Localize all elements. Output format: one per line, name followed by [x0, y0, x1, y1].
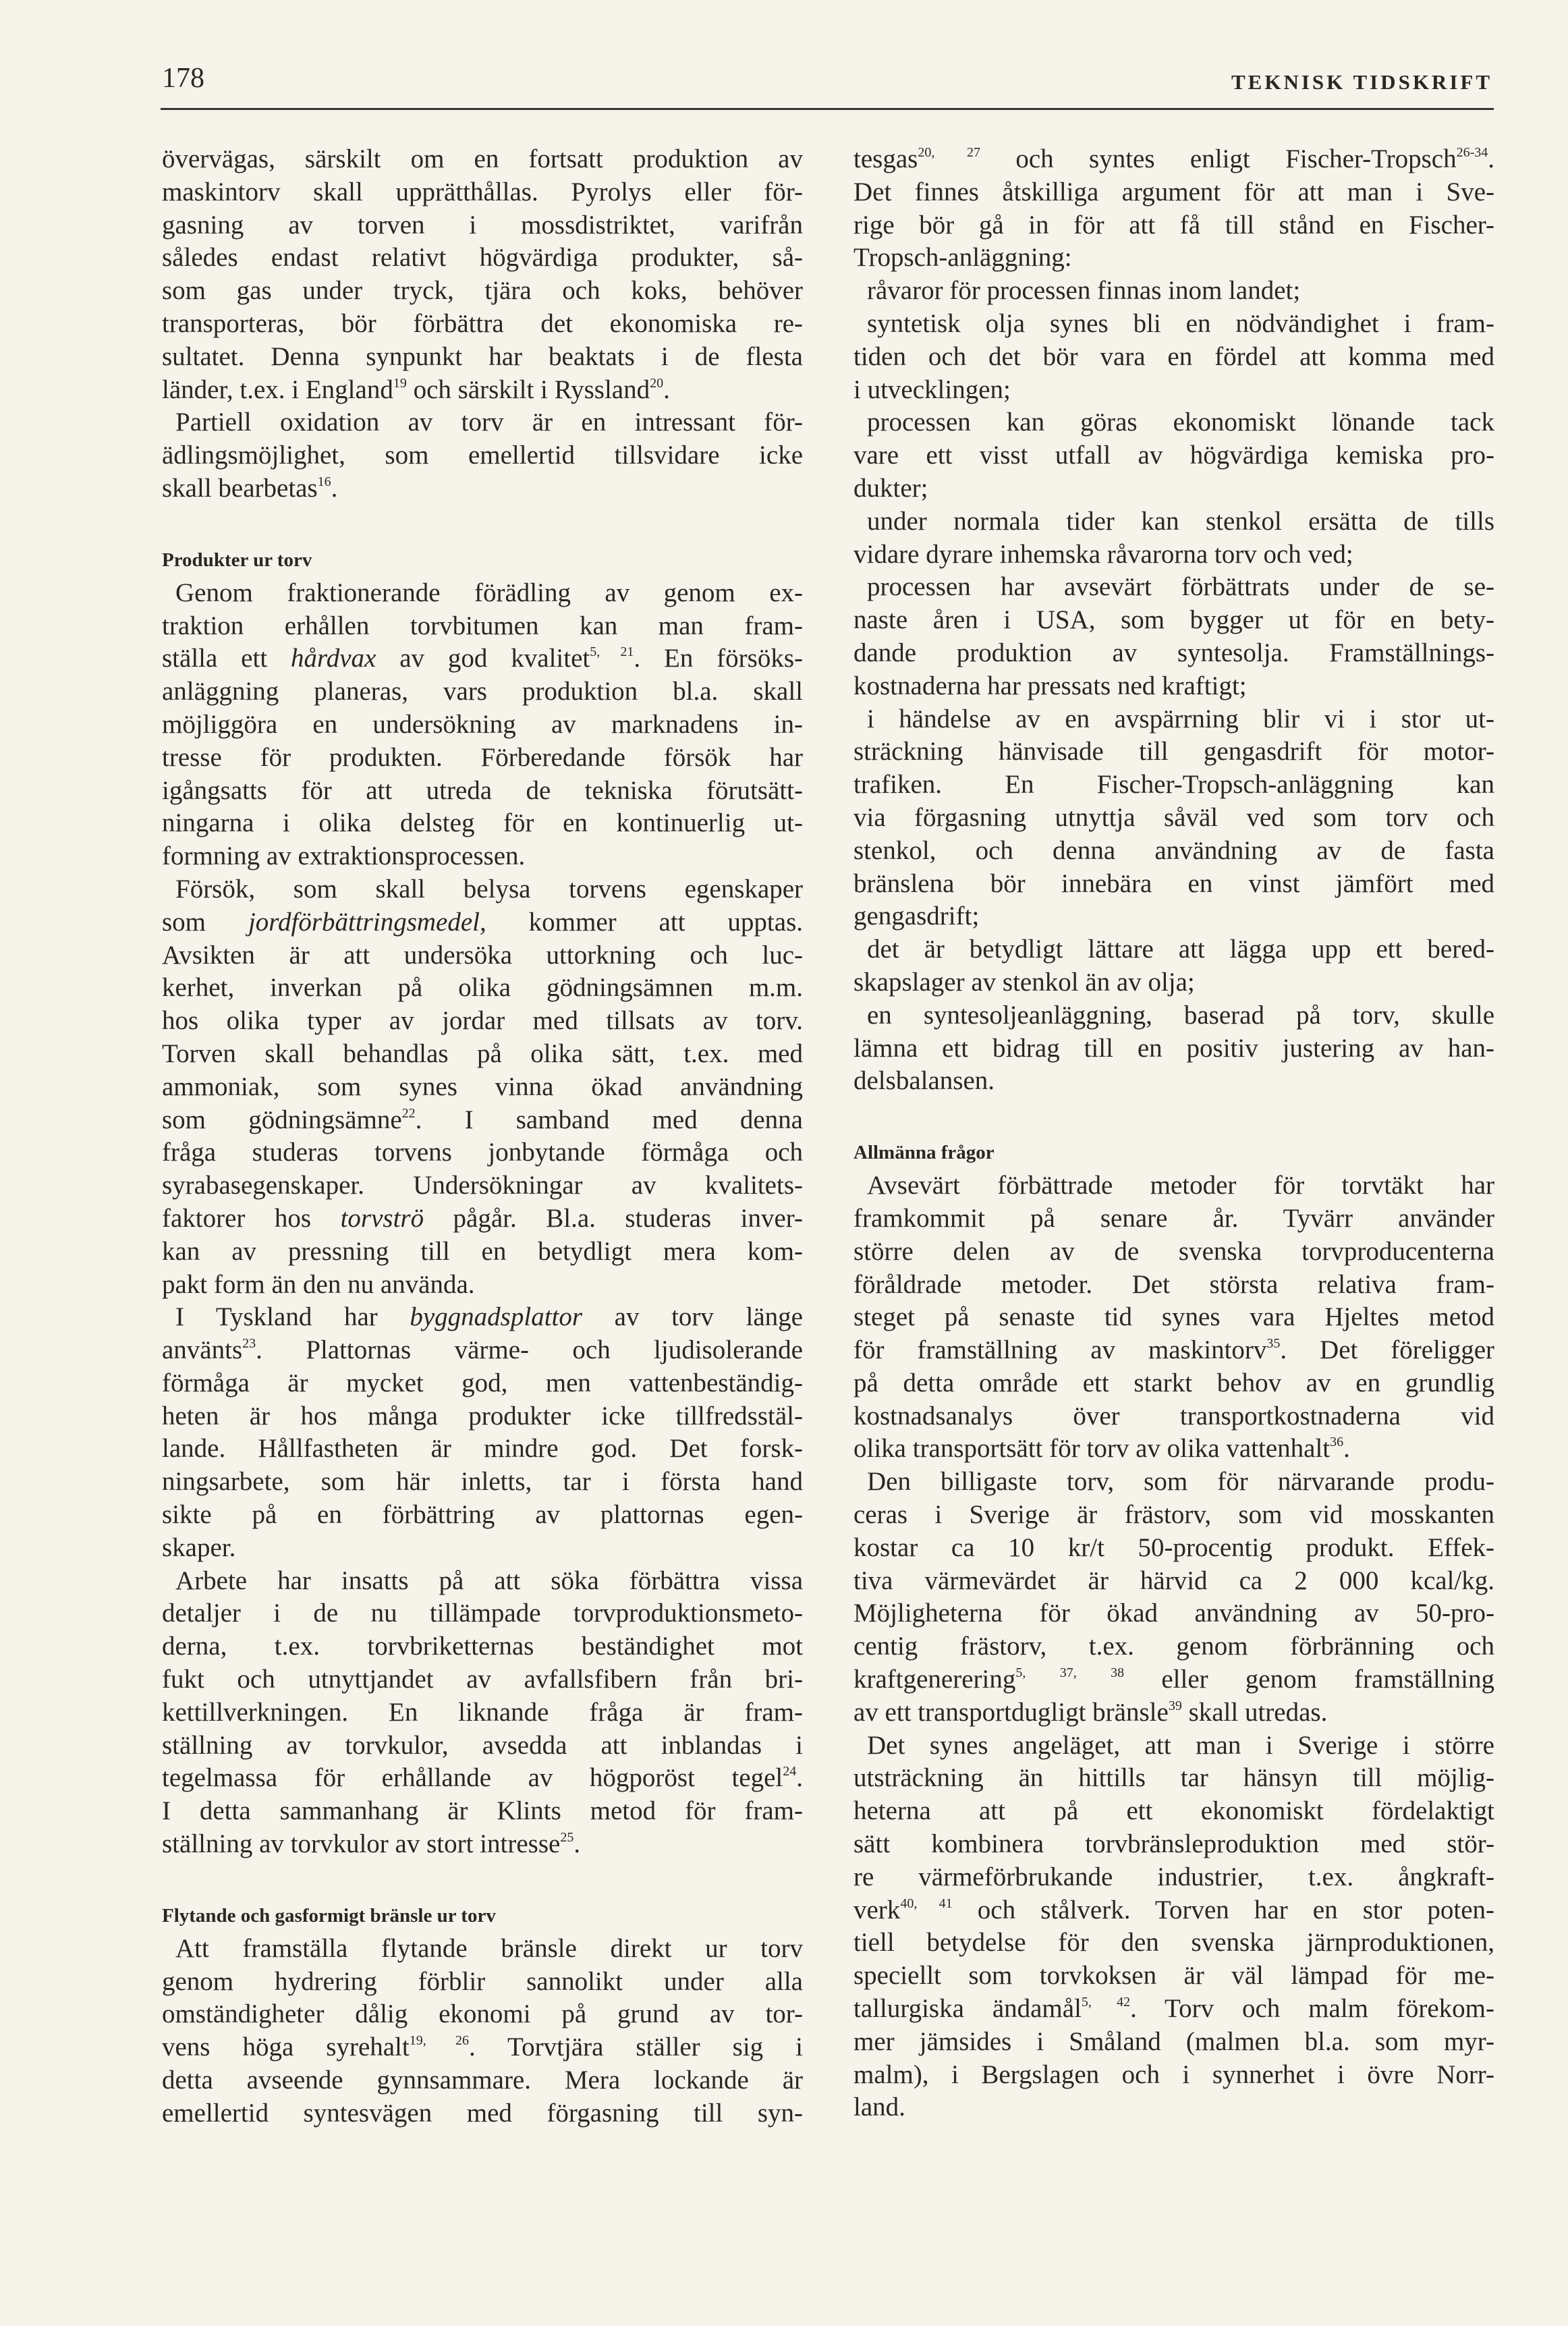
- text-segment: av ett transportdugligt bränsle: [853, 1697, 1169, 1727]
- text-line: [853, 143, 1494, 176]
- text-segment: .: [1343, 1434, 1350, 1464]
- text-segment: .: [573, 1829, 581, 1859]
- text-line: gasning av torven i mossdistriktet, varifrån: [162, 210, 803, 240]
- text-line: framkommit på senare år. Tyvärr använder: [853, 1203, 1494, 1233]
- text-segment: tegelmassa för erhållande av högporöst tegel: [162, 1763, 783, 1793]
- text-line: [162, 1762, 803, 1795]
- text-line: [853, 1663, 1494, 1696]
- text-line: ädlingsmöjlighet, som emellertid tillsvidare icke: [162, 441, 803, 470]
- text-segment: som gödningsämne: [162, 1105, 402, 1134]
- text-line: en syntesoljeanläggning, baserad på torv, skulle: [867, 1000, 1494, 1030]
- text-line: syntetisk olja synes bli en nödvändighet i fram-: [867, 308, 1494, 338]
- text-line: [853, 1894, 1494, 1927]
- text-line: ningarna i olika delsteg för en kontinuerlig ut-: [162, 808, 803, 838]
- text-line: förmåga är mycket god, men vattenbeständig-: [162, 1368, 803, 1397]
- text-line: Att framställa flytande bränsle direkt ur torv: [175, 1933, 803, 1963]
- text-line: skapslager av stenkol än av olja;: [853, 967, 1195, 997]
- reference-superscript: 5, 21: [590, 644, 634, 660]
- text-line: sultatet. Denna synpunkt har beaktats i de flesta: [162, 341, 803, 371]
- reference-superscript: 16: [317, 474, 331, 489]
- text-line: [162, 1202, 803, 1236]
- text-line: ammoniak, som synes vinna ökad användning: [162, 1072, 803, 1101]
- text-line: lande. Hållfastheten är mindre god. Det forsk-: [162, 1434, 803, 1464]
- text-line: gengasdrift;: [853, 902, 980, 931]
- text-line: speciellt som torvkoksen är väl lämpad för me-: [853, 1961, 1494, 1991]
- section-heading: Flytande och gasformigt bränsle ur torv: [162, 1904, 496, 1927]
- reference-superscript: 20, 27: [918, 145, 980, 160]
- text-segment: pågår. Bl.a. studeras inver-: [424, 1203, 803, 1233]
- text-line: [853, 1334, 1494, 1367]
- text-line: pakt form än den nu använda.: [162, 1269, 475, 1299]
- paragraph: [853, 505, 1494, 572]
- text-segment: .: [796, 1763, 803, 1793]
- reference-superscript: 19, 26: [409, 2033, 469, 2049]
- text-line: [853, 1993, 1494, 2026]
- paragraph: [853, 1169, 1494, 1466]
- text-segment: eller genom framställning: [1124, 1665, 1495, 1694]
- page-number: 178: [162, 63, 204, 94]
- text-line: re värmeförbrukande industrier, t.ex. ångkraft-: [853, 1862, 1494, 1891]
- paragraph: [853, 571, 1494, 702]
- text-line: större delen av de svenska torvproducenterna: [853, 1236, 1494, 1266]
- text-line: anläggning planeras, vars produktion bl.a. skall: [162, 677, 803, 707]
- text-line: [162, 906, 803, 939]
- text-line: derna, t.ex. torvbriketternas beständighet mot: [162, 1632, 803, 1661]
- reference-superscript: 25: [560, 1830, 574, 1846]
- text-line: skaper.: [162, 1532, 236, 1562]
- paragraph: [162, 1933, 803, 2130]
- text-line: naste åren i USA, som bygger ut för en bety-: [853, 605, 1494, 635]
- paragraph: [162, 1565, 803, 1861]
- text-line: [162, 2031, 803, 2064]
- paragraph: [853, 275, 1494, 308]
- text-line: processen har avsevärt förbättrats under de se-: [867, 572, 1494, 602]
- text-line: malm), i Bergslagen och i synnerhet i övre Norr-: [853, 2059, 1494, 2089]
- text-line: detta avseende gynnsammare. Mera lockande är: [162, 2066, 803, 2095]
- paragraph: [162, 143, 803, 406]
- text-line: Möjligheterna för ökad användning av 50-pro-: [853, 1599, 1494, 1628]
- text-line: det är betydligt lättare att lägga upp ett bered-: [867, 935, 1494, 964]
- text-line: heten är hos många produkter icke tillfredsstäl-: [162, 1401, 803, 1431]
- text-line: under normala tider kan stenkol ersätta de tills: [867, 506, 1494, 536]
- text-segment: .: [1488, 144, 1494, 173]
- text-line: omständigheter dålig ekonomi på grund av tor-: [162, 1999, 803, 2029]
- text-segment: av torv länge: [582, 1302, 803, 1332]
- italic-term: hårdvax: [291, 644, 376, 673]
- text-line: fråga studeras torvens jonbytande förmåga och: [162, 1138, 803, 1167]
- text-line: detaljer i de nu tillämpade torvproduktionsmeto-: [162, 1599, 803, 1628]
- text-line: som gas under tryck, tjära och koks, behöver: [162, 276, 803, 306]
- text-line: [162, 374, 803, 407]
- text-line: i händelse av en avspärrning blir vi i stor ut-: [867, 704, 1494, 733]
- text-line: syrabasegenskaper. Undersökningar av kvalitets-: [162, 1171, 803, 1200]
- text-segment: . I samband med denna: [415, 1105, 803, 1134]
- text-segment: .: [663, 375, 670, 404]
- text-line: via förgasning utnyttja såväl ved som torv och: [853, 802, 1494, 832]
- text-line: Arbete har insatts på att söka förbättra vissa: [175, 1566, 803, 1595]
- text-segment: länder, t.ex. i England: [162, 375, 393, 404]
- text-segment: I Tyskland har: [175, 1302, 410, 1332]
- text-line: transporteras, bör förbättra det ekonomiska re-: [162, 308, 803, 338]
- text-segment: . Plattornas värme- och ljudisolerande: [256, 1335, 803, 1365]
- text-line: maskintorv skall upprätthållas. Pyrolys eller för-: [162, 177, 803, 206]
- paragraph: [162, 873, 803, 1301]
- text-line: på detta område ett starkt behov av en grundlig: [853, 1368, 1494, 1397]
- text-line: [853, 1433, 1494, 1466]
- text-line: Det synes angeläget, att man i Sverige i större: [867, 1730, 1494, 1760]
- text-line: utsträckning än hittills tar hänsyn till möjlig-: [853, 1763, 1494, 1793]
- text-line: I detta sammanhang är Klints metod för fram-: [162, 1796, 803, 1826]
- text-line: Tropsch-anläggning:: [853, 243, 1072, 273]
- text-line: kostar ca 10 kr/t 50-procentig produkt. Effek-: [853, 1532, 1494, 1562]
- reference-superscript: 20: [650, 375, 664, 391]
- text-line: kostnaderna har pressats ned kraftigt;: [853, 671, 1247, 700]
- text-line: Försök, som skall belysa torvens egenskaper: [175, 874, 803, 904]
- text-line: [162, 1334, 803, 1367]
- text-segment: . Torvtjära ställer sig i: [468, 2032, 803, 2062]
- text-line: bränslena bör innebära en vinst jämfört med: [853, 868, 1494, 898]
- text-line: [162, 472, 803, 505]
- text-segment: ställa ett: [162, 644, 291, 673]
- text-line: dukter;: [853, 473, 928, 503]
- text-line: centig frästorv, t.ex. genom förbränning och: [853, 1632, 1494, 1661]
- paragraph: [162, 577, 803, 873]
- paragraph: [853, 143, 1494, 275]
- paragraph: [162, 1301, 803, 1564]
- reference-superscript: 26-34: [1456, 145, 1488, 160]
- text-line: råvaror för processen finnas inom landet;: [867, 276, 1301, 306]
- paragraph: [853, 1729, 1494, 2125]
- text-line: Det finnes åtskilliga argument för att man i Sve-: [853, 177, 1494, 206]
- text-segment: skall utredas.: [1181, 1697, 1328, 1727]
- text-line: kan av pressning till en betydligt mera kom-: [162, 1236, 803, 1266]
- text-line: ceras i Sverige är frästorv, som vid mosskanten: [853, 1500, 1494, 1530]
- italic-term: byggnadsplattor: [410, 1302, 583, 1332]
- text-segment: tallurgiska ändamål: [853, 1994, 1082, 2024]
- text-line: Genom fraktionerande förädling av genom ex-: [175, 578, 803, 607]
- text-line: möjliggöra en undersökning av marknadens in-: [162, 709, 803, 739]
- text-segment: för framställning av maskintorv: [853, 1335, 1267, 1365]
- text-line: Torven skall behandlas på olika sätt, t.ex. med: [162, 1039, 803, 1068]
- text-segment: . Torv och malm förekom-: [1130, 1994, 1494, 2024]
- text-line: emellertid syntesvägen med förgasning till syn-: [162, 2098, 803, 2128]
- paragraph: [162, 406, 803, 505]
- text-segment: tesgas: [853, 144, 918, 173]
- paragraph: [853, 933, 1494, 999]
- text-line: [853, 1696, 1494, 1729]
- text-segment: och syntes enligt Fischer-Tropsch: [980, 144, 1457, 173]
- text-segment: . Det föreligger: [1280, 1335, 1494, 1365]
- italic-term: torvströ: [340, 1203, 424, 1233]
- text-line: tresse för produkten. Förberedande försök har: [162, 742, 803, 772]
- reference-superscript: 35: [1266, 1336, 1281, 1352]
- text-line: [162, 642, 803, 675]
- text-line: trafiken. En Fischer-Tropsch-anläggning kan: [853, 770, 1494, 800]
- text-line: rige bör gå in för att få till stånd en Fischer-: [853, 210, 1494, 240]
- section-heading: Produkter ur torv: [162, 549, 312, 571]
- text-line: heterna att på ett ekonomiskt fördelaktigt: [853, 1796, 1494, 1826]
- text-line: sikte på en förbättring av plattornas egen-: [162, 1500, 803, 1530]
- text-segment: olika transportsätt för torv av olika vattenhalt: [853, 1434, 1331, 1464]
- text-line: kerhet, inverkan på olika gödningsämnen m.m.: [162, 973, 803, 1003]
- text-line: genom hydrering förblir sannolikt under alla: [162, 1966, 803, 1996]
- text-line: övervägas, särskilt om en fortsatt produktion av: [162, 144, 803, 173]
- text-segment: ställning av torvkulor av stort intresse: [162, 1829, 561, 1859]
- text-line: Avsikten är att undersöka uttorkning och luc-: [162, 940, 803, 970]
- text-line: Avsevärt förbättrade metoder för torvtäkt har: [867, 1171, 1494, 1200]
- text-line: sätt kombinera torvbränsleproduktion med stör-: [853, 1829, 1494, 1859]
- text-line: kostnadsanalys över transportkostnaderna vid: [853, 1401, 1494, 1431]
- text-line: delsbalansen.: [853, 1066, 995, 1096]
- text-segment: och särskilt i Ryssland: [406, 375, 650, 404]
- text-line: [162, 1828, 803, 1861]
- text-line: vare ett visst utfall av högvärdiga kemiska pro-: [853, 441, 1494, 470]
- text-line: stenkol, och denna användning av de fasta: [853, 835, 1494, 865]
- text-line: ningsarbete, som här inletts, tar i första hand: [162, 1467, 803, 1497]
- text-line: fukt och utnyttjandet av avfallsfibern från bri-: [162, 1665, 803, 1694]
- text-line: kettillverkningen. En liknande fråga är fram-: [162, 1697, 803, 1727]
- text-line: i utvecklingen;: [853, 375, 1011, 404]
- text-segment: vens höga syrehalt: [162, 2032, 410, 2062]
- text-line: [162, 1301, 803, 1334]
- text-segment: som: [162, 907, 248, 937]
- paragraph: [853, 406, 1494, 505]
- reference-superscript: 5, 37, 38: [1015, 1665, 1125, 1681]
- text-line: vidare dyrare inhemska råvarorna torv och ved;: [853, 539, 1353, 569]
- text-line: formning av extraktionsprocessen.: [162, 841, 526, 871]
- text-line: föråldrade metoder. Det största relativa fram-: [853, 1269, 1494, 1299]
- text-line: processen kan göras ekonomiskt lönande tack: [867, 408, 1494, 437]
- text-line: sträckning hänvisade till gengasdrift för motor-: [853, 737, 1494, 767]
- text-segment: .: [331, 473, 338, 503]
- reference-superscript: 22: [401, 1105, 416, 1121]
- reference-superscript: 23: [242, 1336, 256, 1352]
- text-line: hos olika typer av jordar med tillsats av torv.: [162, 1006, 803, 1036]
- text-segment: faktorer hos: [162, 1203, 341, 1233]
- text-line: igångsatts för att utreda de tekniska förutsätt-: [162, 775, 803, 805]
- right-column: [853, 143, 1494, 2124]
- reference-superscript: 36: [1330, 1435, 1344, 1450]
- text-line: tiden och det bör vara en fördel att komma med: [853, 341, 1494, 371]
- text-segment: kommer att upptas.: [486, 907, 804, 937]
- reference-superscript: 40, 41: [900, 1895, 953, 1911]
- paragraph: [853, 999, 1494, 1098]
- text-line: således endast relativt högvärdiga produkter, så-: [162, 243, 803, 273]
- reference-superscript: 19: [393, 375, 407, 391]
- text-segment: av god kvalitet: [376, 644, 590, 673]
- text-line: steget på senaste tid synes vara Hjeltes metod: [853, 1302, 1494, 1332]
- text-line: dande produktion av syntesolja. Framställnings-: [853, 638, 1494, 667]
- text-segment: skall bearbetas: [162, 473, 318, 503]
- text-line: lämna ett bidrag till en positiv justering av han-: [853, 1033, 1494, 1063]
- text-line: tiva värmevärdet är härvid ca 2 000 kcal/kg.: [853, 1566, 1494, 1595]
- text-line: mer jämsides i Småland (malmen bl.a. som myr-: [853, 2026, 1494, 2056]
- section-heading: Allmänna frågor: [853, 1142, 995, 1164]
- text-line: Den billigaste torv, som för närvarande produ-: [867, 1467, 1494, 1497]
- text-segment: och stålverk. Torven har en stor poten-: [952, 1895, 1494, 1925]
- left-column: [162, 143, 803, 2130]
- reference-superscript: 5, 42: [1081, 1995, 1131, 2010]
- text-segment: verk: [853, 1895, 901, 1925]
- paragraph: [853, 1466, 1494, 1729]
- reference-superscript: 24: [783, 1764, 797, 1779]
- text-segment: kraftgenerering: [853, 1665, 1016, 1694]
- text-line: traktion erhållen torvbitumen kan man fram-: [162, 611, 803, 640]
- text-line: ställning av torvkulor, avsedda att inblandas i: [162, 1730, 803, 1760]
- text-line: Partiell oxidation av torv är en intressant för-: [175, 408, 803, 437]
- text-line: [162, 1104, 803, 1137]
- text-segment: . En försöks-: [634, 644, 803, 673]
- reference-superscript: 39: [1168, 1698, 1182, 1713]
- paragraph: [853, 703, 1494, 934]
- journal-title: TEKNISK TIDSKRIFT: [1231, 70, 1492, 94]
- text-segment: använts: [162, 1335, 243, 1365]
- text-line: land.: [853, 2093, 905, 2122]
- text-line: tiell betydelse för den svenska järnproduktionen,: [853, 1928, 1494, 1958]
- header-divider: [161, 108, 1494, 110]
- paragraph: [853, 308, 1494, 406]
- italic-term: jordförbättringsmedel,: [248, 907, 486, 937]
